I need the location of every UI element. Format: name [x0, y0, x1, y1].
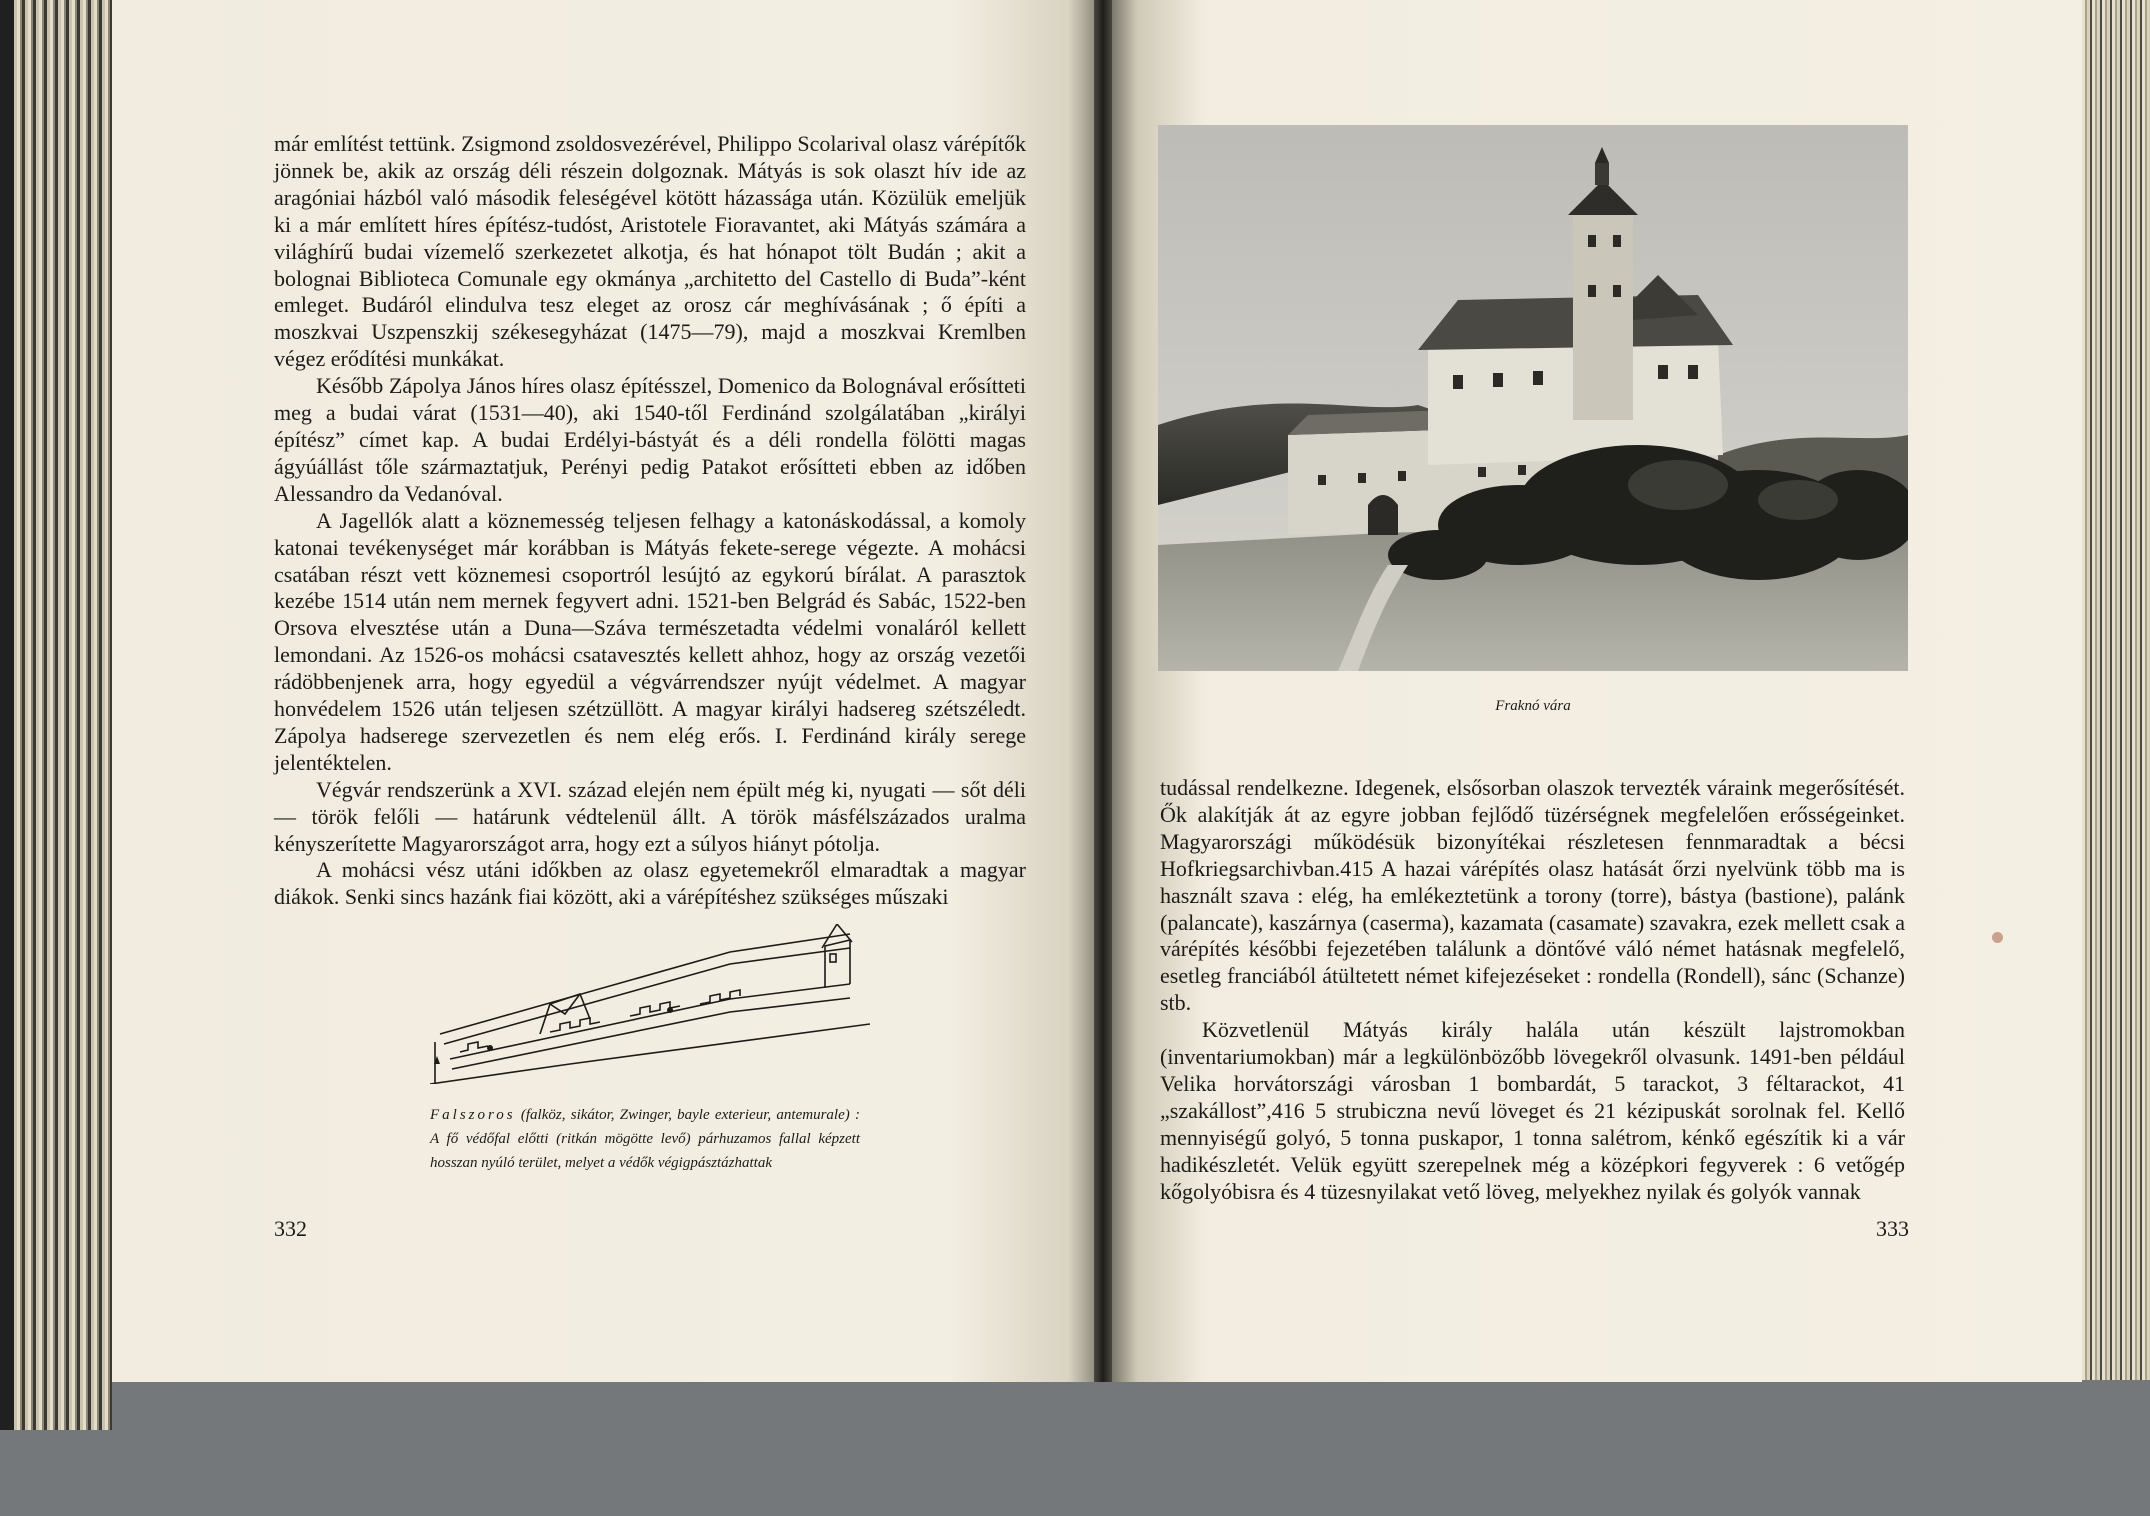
frakno-castle-illustration: [1158, 125, 1908, 671]
margin-mark: [1992, 932, 2003, 943]
falszoros-caption-text: (falköz, sikátor, Zwinger, bayle exterieur, antemurale) : A fő védőfal előtti (ritkán mögötte levő) párhuzamos fallal képzett hosszan nyúló terület, melyet a védők végigpásztázhattak: [430, 1107, 860, 1171]
left-paragraph-3: A Jagellók alatt a köznemesség teljesen felhagy a katonáskodással, a komoly katonai tevékenységet már korábban is Mátyás fekete-serege végezte. A mohácsi csatában részt vett köznemesi csoportról lesújtó az egykorú bírálat. A parasztok kezébe 1514 után nem mernek fegyvert adni. 1521-ben Belgrád és Sabác, 1522-ben Orsova elvesztése után a Duna—Száva természetadta védelmi vonaláról kellett lemondani. Az 1526-os mohácsi csatavesztés kellett ahhoz, hogy az ország vezetői rádöbbenjenek arra, hogy egyedül a végvárrendszer nyújt védelmet. A magyar honvédelem 1526 után teljesen szétzüllött. A magyar királyi hadsereg szétszéledt. Zápolya hadserege szervezetlen és nem elég erős. I. Ferdinánd király serege jelentéktelen.: [274, 507, 1026, 775]
right-page-number: 333: [1876, 1216, 1909, 1241]
left-page-body: [274, 131, 1026, 911]
falszoros-caption: [430, 1103, 860, 1175]
frakno-castle-photo: [1158, 125, 1908, 671]
falszoros-caption-term: Falszoros: [430, 1107, 516, 1123]
right-paragraph-2: Közvetlenül Mátyás király halála után készült lajstromokban (inventariumokban) már a legkülönbözőbb lövegekről olvasunk. 1491-ben például Velika horvátországi városban 1 bombardát, 5 tarackot, 3 féltarackot, 41 „szakállost”,416 5 strubiczna nevű löveget és 21 kézipuskát sorolnak fel. Kellő mennyiségű golyó, 5 tonna puskapor, 1 tonna salétrom, kénkő egészítik ki a vár hadikészletét. Velük együtt szerepelnek még a középkori fegyverek : 6 vetőgép kőgolyóbisra és 4 tüzesnyilakat vető löveg, melyekhez nyilak és golyók vannak: [1160, 1017, 1905, 1204]
right-paragraph-1: tudással rendelkezne. Idegenek, elsősorban olaszok tervezték váraink megerősítését. Ők alakítják át az egyre jobban fejlődő tüzérségnek megfelelően erősségeinket. Magyarországi működésük bizonyítékai részletesen fennmaradtak a bécsi Hofkriegsarchivban.415 A hazai várépítés olasz hatását őrzi nyelvünk több ma is használt szava : elég, ha emlékeztetünk a torony (torre), bástya (bastione), palánk (palancate), kaszárnya (caserma), kazamata (casamate) szavakra, ezek mellett csak a várépítés későbbi fejezetében találunk a döntővé váló német hatásnak megfelelő, esetleg franciából átültetett német kifejezéseket : rondella (Rondell), sánc (Schanze) stb.: [1160, 775, 1905, 1016]
falszoros-drawing: [430, 924, 870, 1084]
book-page-edges-right: [2082, 0, 2150, 1380]
scanner-bed: [0, 1368, 2150, 1516]
book-page-edges-left: [0, 0, 112, 1430]
left-page-number: 332: [274, 1216, 307, 1241]
left-paragraph-5: A mohácsi vész utáni időkben az olasz egyetemekről elmaradtak a magyar diákok. Senki sincs hazánk fiai között, aki a várépítéshez szükséges műszaki: [274, 857, 1026, 910]
book-gutter: [1094, 0, 1112, 1382]
right-page-body: [1160, 775, 1905, 1206]
left-paragraph-1: már említést tettünk. Zsigmond zsoldosvezérével, Philippo Scolarival olasz várépítők jönnek be, akik az ország déli részein dolgoznak. Mátyás is sok olaszt hív ide az aragóniai házból való második feleségével kötött házassága után. Közülük emeljük ki a már említett híres építész-tudóst, Aristotele Fioravantet, aki Mátyás számára a világhírű budai vízemelő szerkezetet alkotja, és hat hónapot tölt Budán ; akit a bolognai Biblioteca Comunale egy okmánya „architetto del Castello di Buda”-ként emleget. Budáról elindulva tesz eleget az orosz cár meghívásának ; ő építi a moszkvai Uszpenszkij székesegyházat (1475—79), majd a moszkvai Kremlben végez erődítési munkákat.: [274, 131, 1026, 372]
book-cover-edge: [0, 0, 14, 1430]
left-paragraph-2: Később Zápolya János híres olasz építésszel, Domenico da Bolognával erősítteti meg a budai várat (1531—40), aki 1540-től Ferdinánd szolgálatában „királyi építész” címet kap. A budai Erdélyi-bástyát és a déli rondella fölötti magas ágyúállást tőle származtatjuk, Perényi pedig Patakot erősítteti ebben az időben Alessandro da Vedanóval.: [274, 373, 1026, 506]
left-paragraph-4: Végvár rendszerünk a XVI. század elején nem épült még ki, nyugati — sőt déli — török felőli — határunk védtelenül állt. A török másfélszázados uralma kényszerítette Magyarországot arra, hogy ezt a súlyos hiányt pótolja.: [274, 776, 1026, 856]
photo-caption: Fraknó vára: [1495, 698, 1571, 714]
